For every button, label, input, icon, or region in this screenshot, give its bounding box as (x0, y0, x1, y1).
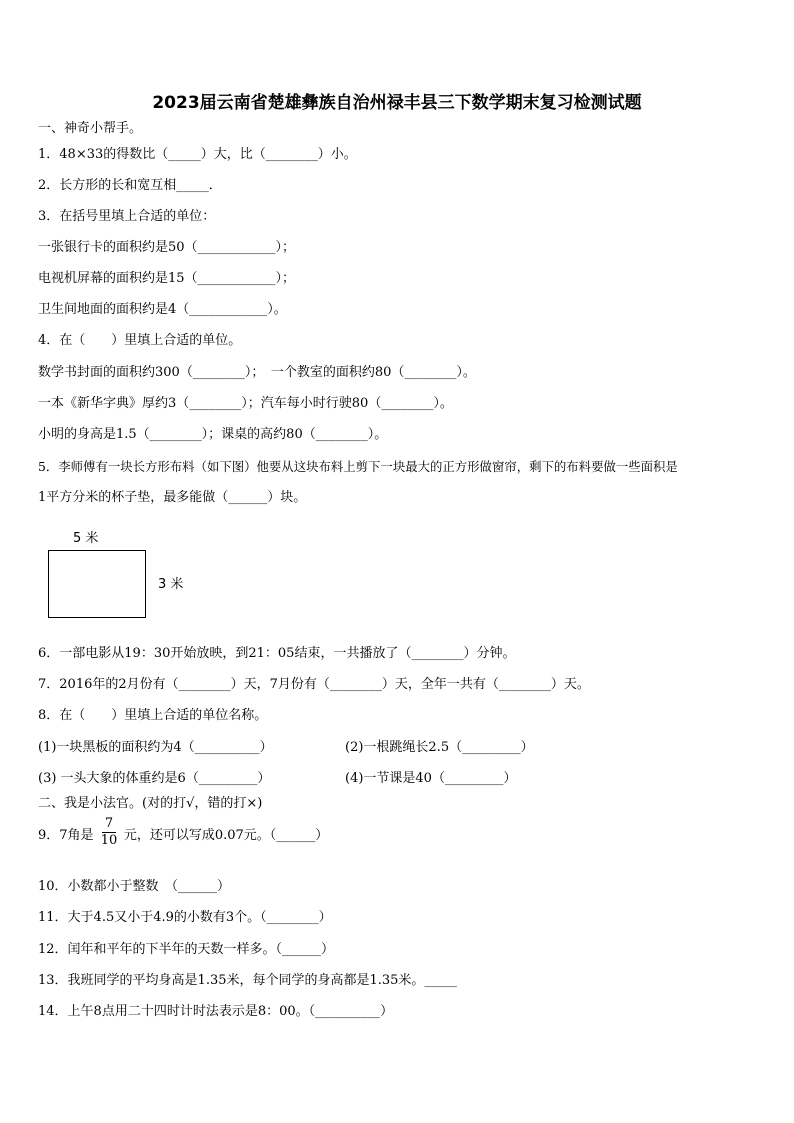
question-7: 7．2016年的2月份有（________）天，7月份有（________）天，全年一共有（________）天。 (38, 677, 590, 692)
section-heading-1: 一、神奇小帮手。 (38, 121, 143, 136)
question-3-c: 卫生间地面的面积约是4（____________）。 (38, 302, 287, 317)
question-8-item-4: (4)一节课是40（_________） (345, 771, 517, 786)
question-12: 12．闰年和平年的下半年的天数一样多。（______） (38, 942, 335, 957)
question-4-b: 一本《新华字典》厚约3（________）；汽车每小时行驶80（________）。 (38, 396, 453, 411)
question-6: 6．一部电影从19：30开始放映，到21：05结束，一共播放了（________）分钟。 (38, 646, 516, 661)
question-8-item-2: (2)一根跳绳长2.5（_________） (345, 740, 534, 755)
question-2: 2．长方形的长和宽互相_____． (38, 178, 222, 193)
fraction-denominator: 10 (100, 833, 118, 848)
question-9-suffix: 元，还可以写成0.07元。（______） (123, 828, 329, 843)
question-11: 11．大于4.5又小于4.9的小数有3个。（________） (38, 910, 332, 925)
rectangle-figure (48, 550, 146, 618)
fraction-numerator: 7 (104, 816, 114, 831)
question-14: 14．上午8点用二十四时计时法表示是8：00。（__________） (38, 1004, 394, 1019)
question-4-c: 小明的身高是1.5（________）；课桌的高约80（________）。 (38, 427, 388, 442)
page-title: 2023届云南省楚雄彝族自治州禄丰县三下数学期末复习检测试题 (152, 93, 642, 113)
figure-length-label: 5 米 (73, 531, 99, 546)
question-3: 3．在括号里填上合适的单位： (38, 209, 216, 224)
question-8: 8．在（ ）里填上合适的单位名称。 (38, 708, 268, 723)
question-5-line-2: 1平方分米的杯子垫，最多能做（______）块。 (38, 490, 307, 505)
question-13: 13．我班同学的平均身高是1.35米，每个同学的身高都是1.35米。_____ (38, 973, 457, 988)
question-4: 4．在（ ）里填上合适的单位。 (38, 333, 242, 348)
question-8-item-3: (3) 一头大象的体重约是6（_________） (38, 771, 271, 786)
fraction-seven-tenths (98, 816, 120, 849)
question-3-b: 电视机屏幕的面积约是15（____________）； (38, 271, 296, 286)
question-3-a: 一张银行卡的面积约是50（____________）； (38, 240, 296, 255)
question-9 (38, 827, 328, 845)
question-4-a: 数学书封面的面积约300（________）； 一个教室的面积约80（________）。 (38, 365, 476, 380)
question-8-item-1: (1)一块黑板的面积约为4（__________） (38, 740, 273, 755)
question-9-prefix: 9．7角是 (38, 828, 94, 843)
question-10: 10．小数都小于整数 （______） (38, 879, 231, 894)
figure-width-label: 3 米 (158, 577, 184, 592)
section-heading-2: 二、我是小法官。(对的打√，错的打×) (38, 796, 263, 811)
question-1: 1．48×33的得数比（_____）大，比（________）小。 (38, 147, 357, 162)
question-5-line-1: 5．李师傅有一块长方形布料（如下图）他要从这块布料上剪下一块最大的正方形做窗帘，剩下的布料要做一些面积是 (38, 459, 678, 474)
